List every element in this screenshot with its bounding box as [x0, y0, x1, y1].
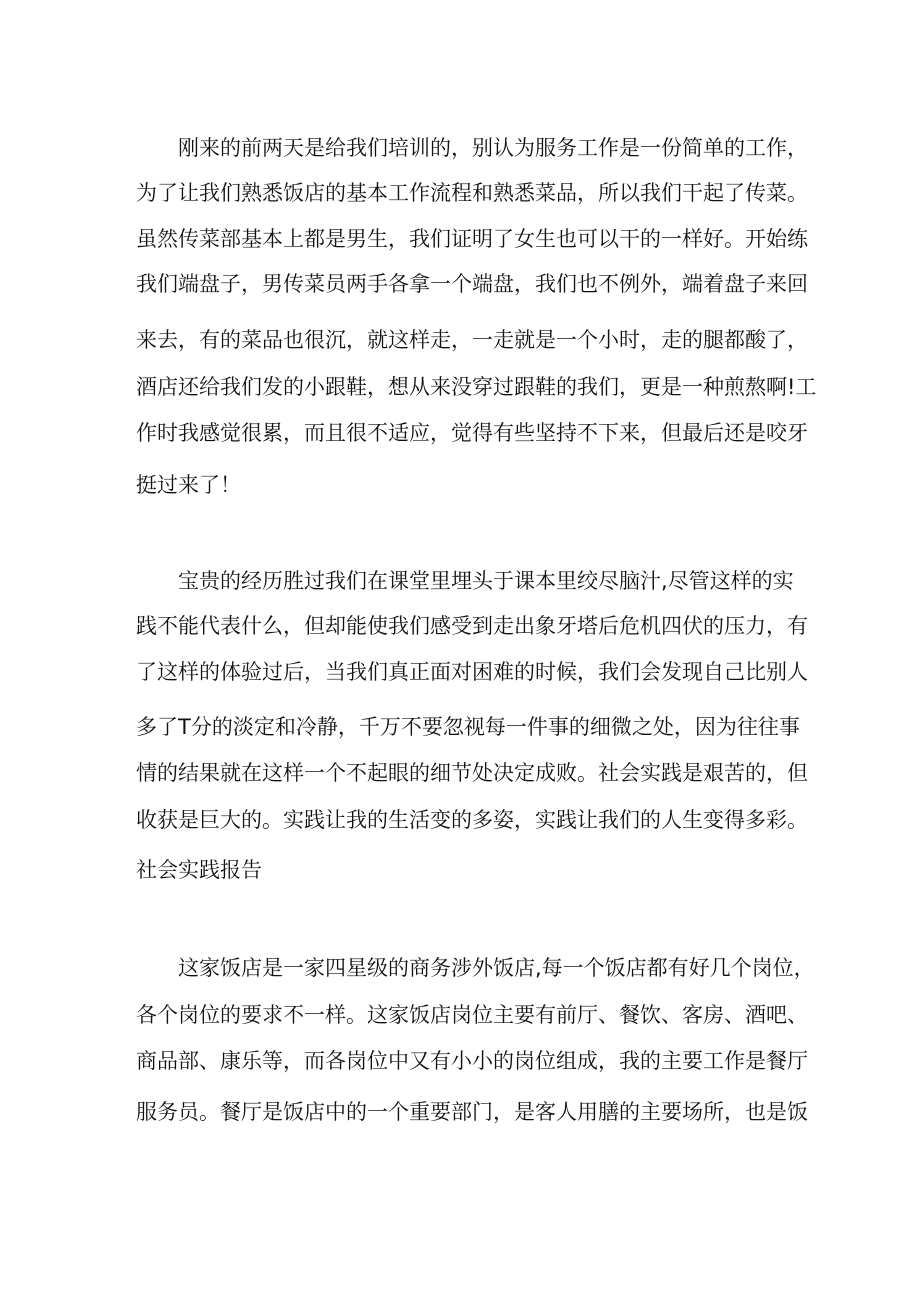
text-line: 践不能代表什么，但却能使我们感受到走出象牙塔后危机四伏的压力，有: [136, 614, 808, 638]
text-line: 我们端盘子，男传菜员两手各拿一个端盘，我们也不例外，端着盘子来回: [136, 272, 808, 296]
text-line: 这家饭店是一家四星级的商务涉外饭店,每一个饭店都有好几个岗位，: [136, 956, 815, 980]
text-line: 刚来的前两天是给我们培训的，别认为服务工作是一份简单的工作，: [136, 136, 808, 160]
text-line: 各个岗位的要求不一样。这家饭店岗位主要有前厅、餐饮、客房、酒吧、: [136, 1003, 808, 1027]
section-heading: 社会实践报告: [136, 858, 262, 882]
text-line: 虽然传菜部基本上都是男生，我们证明了女生也可以干的一样好。开始练: [136, 227, 808, 251]
text-line: 为了让我们熟悉饭店的基本工作流程和熟悉菜品，所以我们干起了传菜。: [136, 181, 808, 205]
text-line: 来去，有的菜品也很沉，就这样走，一走就是一个小时，走的腿都酸了，: [136, 328, 808, 352]
text-line: 情的结果就在这样一个不起眼的细节处决定成败。社会实践是艰苦的，但: [136, 761, 808, 785]
text-line: 作时我感觉很累，而且很不适应，觉得有些坚持不下来，但最后还是咬牙: [136, 421, 808, 445]
text-line: 服务员。餐厅是饭店中的一个重要部门，是客人用膳的主要场所，也是饭: [136, 1100, 808, 1124]
text-line: 挺过来了！: [136, 473, 241, 497]
text-line: 多了T分的淡定和冷静，千万不要忽视每一件事的细微之处，因为往往事: [136, 715, 800, 739]
text-line: 了这样的体验过后，当我们真正面对困难的时候，我们会发现自己比别人: [136, 660, 808, 684]
text-line: 宝贵的经历胜过我们在课堂里埋头于课本里绞尽脑汁,尽管这样的实: [136, 569, 794, 593]
text-line: 收获是巨大的。实践让我的生活变的多姿，实践让我们的人生变得多彩。: [136, 808, 808, 832]
text-line: 酒店还给我们发的小跟鞋，想从来没穿过跟鞋的我们，更是一种煎熬啊!工: [136, 375, 817, 399]
text-line: 商品部、康乐等，而各岗位中又有小小的岗位组成，我的主要工作是餐厅: [136, 1049, 808, 1073]
